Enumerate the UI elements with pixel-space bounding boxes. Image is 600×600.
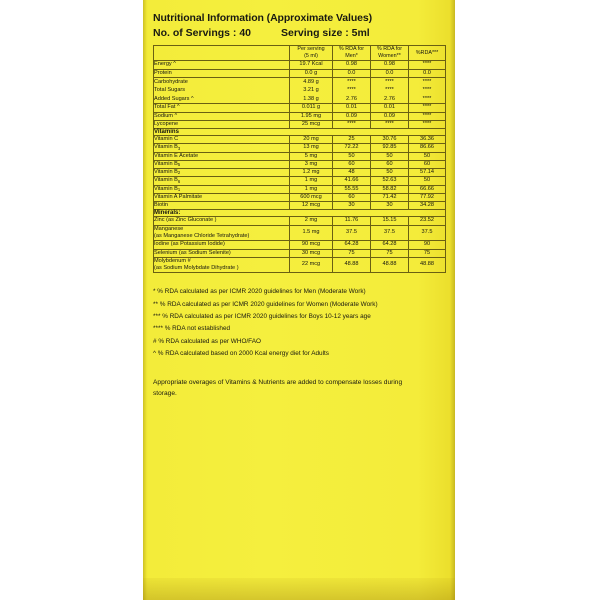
table-row <box>154 160 446 168</box>
row-rda-women: 75 <box>371 249 409 257</box>
serving-summary <box>153 27 445 39</box>
footnote-item: ** % RDA calculated as per ICMR 2020 guidelines for Women (Moderate Work) <box>153 300 378 308</box>
row-per-serving: 1 mg <box>290 177 333 185</box>
row-rda-men: 48.88 <box>333 257 371 273</box>
table-row <box>154 193 446 201</box>
table-row <box>154 225 446 241</box>
row-label: Vitamin $B_5$ <box>154 160 290 168</box>
row-rda-women: 52.63 <box>371 177 409 185</box>
table-row <box>154 177 446 185</box>
footnote-item: ^ % RDA calculated based on 2000 Kcal energy diet for Adults <box>153 349 330 357</box>
row-rda-women: 0.98 <box>371 61 409 69</box>
servings-count: No. of Servings : 40 <box>153 27 252 39</box>
row-rda-men: 30 <box>333 202 371 210</box>
carbohydrate-group-rda-men: **** **** 2.76 <box>333 77 371 104</box>
row-rda-women: 71.42 <box>371 193 409 201</box>
row-rda-women: 50 <box>371 169 409 177</box>
nutrition-label-panel <box>143 0 455 600</box>
row-rda-women: 50 <box>371 152 409 160</box>
row-label: Manganese (as Manganese Chloride Tetrahydrate) <box>154 225 290 241</box>
row-rda-men: 64.28 <box>333 241 371 249</box>
row-label: Lycopene <box>154 120 290 128</box>
row-rda-men: 75 <box>333 249 371 257</box>
row-label: Iodine (as Potassium Iodide) <box>154 241 290 249</box>
col-header-rda: %RDA*** <box>409 46 446 61</box>
row-per-serving: 30 mcg <box>290 249 333 257</box>
section-header-vitamins <box>154 129 446 136</box>
row-rda: 37.5 <box>409 225 446 241</box>
footnotes-list <box>153 286 445 360</box>
row-rda: 34.28 <box>409 202 446 210</box>
row-rda: 0.0 <box>409 69 446 77</box>
table-row <box>154 144 446 152</box>
row-rda: 23.52 <box>409 217 446 225</box>
row-rda-men: 0.01 <box>333 104 371 112</box>
row-rda-women: 0.01 <box>371 104 409 112</box>
row-per-serving: 19.7 Kcal <box>290 61 333 69</box>
row-rda: **** <box>409 104 446 112</box>
table-row <box>154 69 446 77</box>
row-label: Vitamin C <box>154 136 290 144</box>
row-per-serving: 12 mcg <box>290 202 333 210</box>
footnote-item: # % RDA calculated as per WHO/FAO <box>153 337 261 345</box>
row-rda: 50 <box>409 177 446 185</box>
row-per-serving: 1.5 mg <box>290 225 333 241</box>
row-rda-women: 92.85 <box>371 144 409 152</box>
table-row <box>154 202 446 210</box>
table-row <box>154 61 446 69</box>
row-label: Protein <box>154 69 290 77</box>
row-rda-women: 30 <box>371 202 409 210</box>
row-rda-women: 0.0 <box>371 69 409 77</box>
row-rda-women: 48.88 <box>371 257 409 273</box>
row-rda: 60 <box>409 160 446 168</box>
table-row <box>154 249 446 257</box>
row-rda: **** <box>409 120 446 128</box>
col-header-per-serving: Per serving (5 ml) <box>290 46 333 61</box>
table-row <box>154 104 446 112</box>
table-row <box>154 169 446 177</box>
col-header-rda-women: % RDA for Women** <box>371 46 409 61</box>
nutrition-table <box>153 45 446 273</box>
table-row <box>154 257 446 273</box>
row-rda-men: **** <box>333 120 371 128</box>
row-rda-women: **** <box>371 120 409 128</box>
row-label: Vitamin $B_1$ <box>154 185 290 193</box>
row-rda: **** <box>409 112 446 120</box>
row-rda-men: 72.22 <box>333 144 371 152</box>
row-label: Vitamin $B_2$ <box>154 169 290 177</box>
row-per-serving: 1.95 mg <box>290 112 333 120</box>
row-rda-men: 37.5 <box>333 225 371 241</box>
row-label: Vitamin A Palmitate <box>154 193 290 201</box>
row-per-serving: 0.0 g <box>290 69 333 77</box>
closing-note: Appropriate overages of Vitamins & Nutrients are added to compensate losses during storage. <box>153 379 403 397</box>
panel-right-edge-shading <box>450 0 455 600</box>
table-row <box>154 241 446 249</box>
label-content <box>153 12 445 399</box>
row-rda: 48.88 <box>409 257 446 273</box>
row-rda: 50 <box>409 152 446 160</box>
row-per-serving: 5 mg <box>290 152 333 160</box>
row-rda-women: 60 <box>371 160 409 168</box>
table-header-row <box>154 46 446 61</box>
row-rda-men: 48 <box>333 169 371 177</box>
row-label: Vitamin $B_3$ <box>154 144 290 152</box>
row-label: Zinc (as Zinc Gluconate ) <box>154 217 290 225</box>
row-label: Sodium ^ <box>154 112 290 120</box>
nutrition-table-body <box>154 46 446 273</box>
row-rda-men: 0.0 <box>333 69 371 77</box>
row-rda-men: 0.09 <box>333 112 371 120</box>
table-row-carbohydrate-group <box>154 77 446 104</box>
row-per-serving: 25 mcg <box>290 120 333 128</box>
row-label: Selenium (as Sodium Selenite) <box>154 249 290 257</box>
row-rda: 57.14 <box>409 169 446 177</box>
row-rda-men: 50 <box>333 152 371 160</box>
footnote-item: *** % RDA calculated as per ICMR 2020 guidelines for Boys 10-12 years age <box>153 312 371 320</box>
row-label: Vitamin E Acetate <box>154 152 290 160</box>
table-row <box>154 136 446 144</box>
row-rda-women: 37.5 <box>371 225 409 241</box>
row-per-serving: 600 mcg <box>290 193 333 201</box>
row-rda: 75 <box>409 249 446 257</box>
row-per-serving: 1.2 mg <box>290 169 333 177</box>
footnote-item: **** % RDA not established <box>153 325 231 333</box>
row-per-serving: 1 mg <box>290 185 333 193</box>
table-row <box>154 120 446 128</box>
table-row <box>154 185 446 193</box>
row-rda-women: 30.76 <box>371 136 409 144</box>
row-rda: **** <box>409 61 446 69</box>
col-header-rda-men: % RDA for Men* <box>333 46 371 61</box>
carbohydrate-group-per-serving: 4.89 g 3.21 g 1.38 g <box>290 77 333 104</box>
row-rda-women: 0.09 <box>371 112 409 120</box>
panel-left-edge-shading <box>143 0 147 600</box>
carbohydrate-group-rda: **** **** **** <box>409 77 446 104</box>
row-rda: 90 <box>409 241 446 249</box>
row-rda-men: 60 <box>333 160 371 168</box>
row-per-serving: 2 mg <box>290 217 333 225</box>
row-rda-men: 25 <box>333 136 371 144</box>
row-label: Molybdenum # (as Sodium Molybdate Dihydrate ) <box>154 257 290 273</box>
row-per-serving: 22 mcg <box>290 257 333 273</box>
panel-bottom-shading <box>143 578 455 600</box>
section-header-minerals <box>154 210 446 217</box>
col-header-name <box>154 46 290 61</box>
row-rda-men: 60 <box>333 193 371 201</box>
row-rda-men: 11.76 <box>333 217 371 225</box>
serving-size: Serving size : 5ml <box>281 27 370 39</box>
carbohydrate-group-labels: Carbohydrate Total Sugars Added Sugars ^ <box>154 77 290 104</box>
section-header-vitamins-label: Vitamins <box>154 129 446 136</box>
table-row <box>154 217 446 225</box>
row-label: Vitamin $B_6$ <box>154 177 290 185</box>
row-label: Energy ^ <box>154 61 290 69</box>
footnote-item: * % RDA calculated as per ICMR 2020 guidelines for Men (Moderate Work) <box>153 288 366 296</box>
row-per-serving: 20 mg <box>290 136 333 144</box>
row-rda-men: 55.55 <box>333 185 371 193</box>
row-per-serving: 3 mg <box>290 160 333 168</box>
row-label: Biotin <box>154 202 290 210</box>
row-rda-women: 15.15 <box>371 217 409 225</box>
table-row <box>154 112 446 120</box>
carbohydrate-group-rda-women: **** **** 2.76 <box>371 77 409 104</box>
row-per-serving: 90 mcg <box>290 241 333 249</box>
row-rda-women: 58.82 <box>371 185 409 193</box>
row-rda: 66.66 <box>409 185 446 193</box>
section-header-minerals-label: Minerals: <box>154 210 446 217</box>
row-rda: 36.36 <box>409 136 446 144</box>
row-rda: 77.92 <box>409 193 446 201</box>
row-label: Total Fat ^ <box>154 104 290 112</box>
row-rda: 86.66 <box>409 144 446 152</box>
row-rda-men: 41.66 <box>333 177 371 185</box>
row-per-serving: 13 mg <box>290 144 333 152</box>
row-rda-men: 0.98 <box>333 61 371 69</box>
row-rda-women: 64.28 <box>371 241 409 249</box>
row-per-serving: 0.011 g <box>290 104 333 112</box>
page-title: Nutritional Information (Approximate Values) <box>153 12 373 24</box>
table-row <box>154 152 446 160</box>
